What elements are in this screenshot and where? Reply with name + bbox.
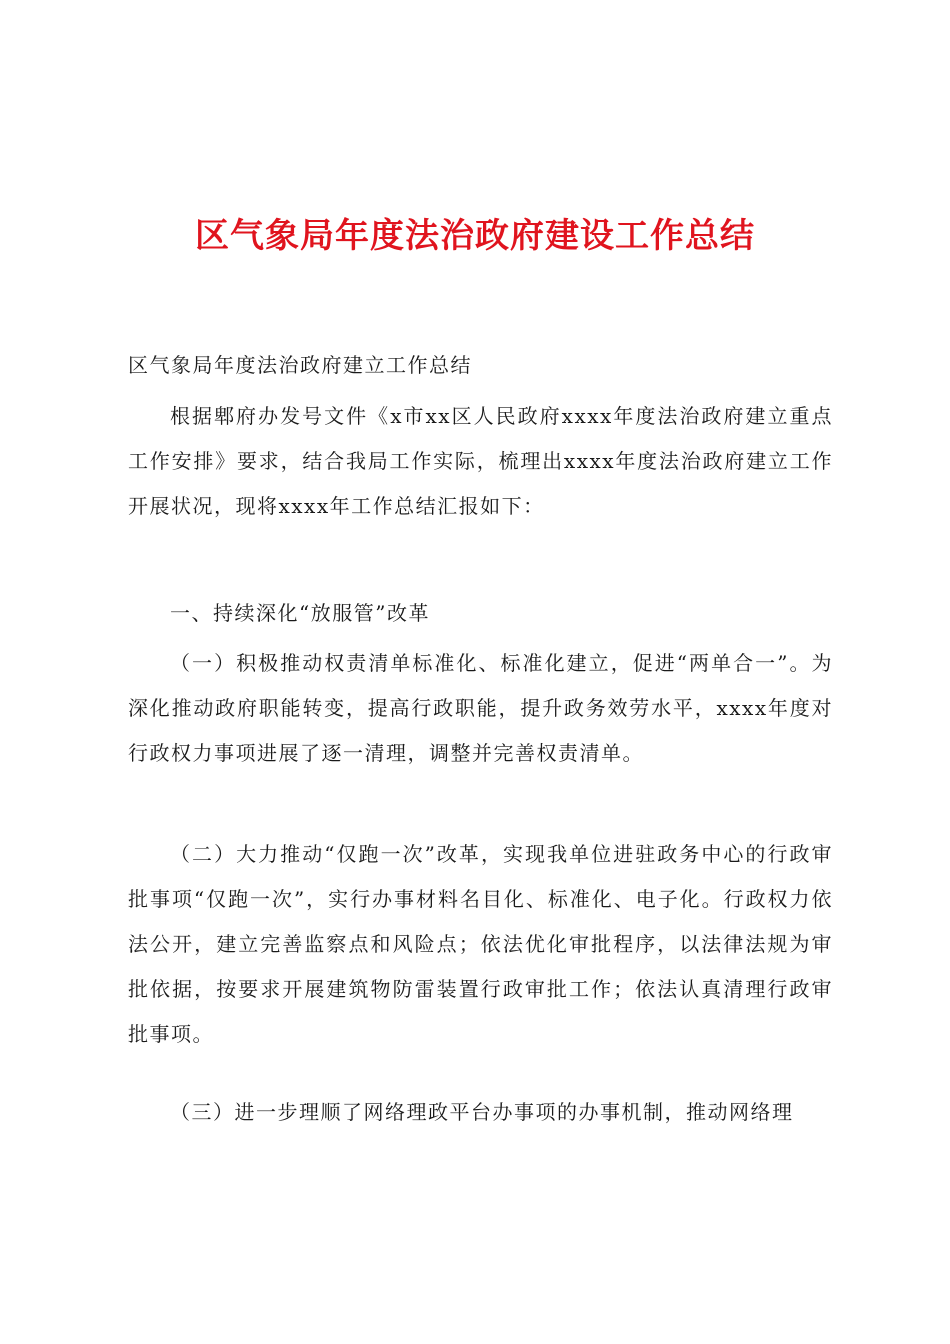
- paragraph-item-3: （三）进一步理顺了网络理政平台办事项的办事机制，推动网络理: [170, 1100, 794, 1124]
- document-subtitle: 区气象局年度法治政府建立工作总结: [128, 353, 472, 377]
- paragraph-item-2: （二）大力推动“仅跑一次”改革，实现我单位进驻政务中心的行政审批事项“仅跑一次”，实行办事材料名目化、标准化、电子化。行政权力依法公开，建立完善监察点和风险点；依法优化审批程序，以法律法规为审批依据，按要求开展建筑物防雷装置行政审批工作；依法认真清理行政审批事项。: [128, 842, 833, 1046]
- section-heading-1: 一、持续深化“放服管”改革: [170, 601, 430, 625]
- document-title: 区气象局年度法治政府建设工作总结: [195, 216, 755, 256]
- paragraph-item-1: （一）积极推动权责清单标准化、标准化建立，促进“两单合一”。为深化推动政府职能转变，提高行政职能，提升政务效劳水平，xxxx年度对行政权力事项进展了逐一清理，调整并完善权责清单。: [128, 651, 833, 765]
- intro-paragraph: 根据郫府办发号文件《x市xx区人民政府xxxx年度法治政府建立重点工作安排》要求，结合我局工作实际，梳理出xxxx年度法治政府建立工作开展状况，现将xxxx年工作总结汇报如下：: [128, 404, 833, 518]
